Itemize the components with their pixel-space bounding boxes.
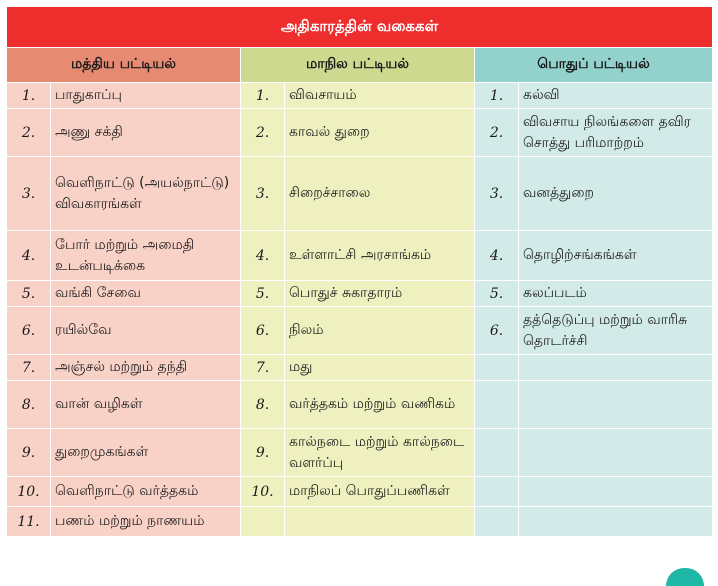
table-row [7,429,713,477]
table-row [7,307,713,355]
concurrent-item [519,507,713,537]
union-item: பணம் மற்றும் நாணயம் [51,507,241,537]
concurrent-item [519,477,713,507]
state-item-number: 7. [241,355,285,381]
table-title: அதிகாரத்தின் வகைகள் [7,7,713,48]
state-item [285,507,475,537]
union-item-number: 7. [7,355,51,381]
state-item: பொதுச் சுகாதாரம் [285,281,475,307]
union-item-number: 1. [7,83,51,109]
union-item-number: 10. [7,477,51,507]
state-item-number: 9. [241,429,285,477]
concurrent-item: கல்வி [519,83,713,109]
concurrent-item-number: 2. [475,109,519,157]
concurrent-item-number [475,507,519,537]
union-item-number: 6. [7,307,51,355]
concurrent-item [519,355,713,381]
concurrent-item-number: 5. [475,281,519,307]
union-item: வங்கி சேவை [51,281,241,307]
powers-table [6,6,713,537]
table-row [7,231,713,281]
union-item: பாதுகாப்பு [51,83,241,109]
state-item: காவல் துறை [285,109,475,157]
state-item-number: 5. [241,281,285,307]
union-item: அணு சக்தி [51,109,241,157]
union-item-number: 3. [7,157,51,231]
concurrent-item-number [475,381,519,429]
concurrent-item-number [475,429,519,477]
state-item: மாநிலப் பொதுப்பணிகள் [285,477,475,507]
union-item: அஞ்சல் மற்றும் தந்தி [51,355,241,381]
column-header-state-list: மாநில பட்டியல் [241,48,475,83]
union-item-number: 5. [7,281,51,307]
state-item-number: 1. [241,83,285,109]
state-item-number [241,507,285,537]
union-item: வெளிநாட்டு வர்த்தகம் [51,477,241,507]
concurrent-item: வனத்துறை [519,157,713,231]
state-item-number: 2. [241,109,285,157]
concurrent-item: தொழிற்சங்கங்கள் [519,231,713,281]
union-item-number: 2. [7,109,51,157]
state-item: வர்த்தகம் மற்றும் வணிகம் [285,381,475,429]
union-item-number: 9. [7,429,51,477]
table-row [7,83,713,109]
concurrent-item: கலப்படம் [519,281,713,307]
state-item: உள்ளாட்சி அரசாங்கம் [285,231,475,281]
concurrent-item-number: 3. [475,157,519,231]
union-item-number: 11. [7,507,51,537]
table-row [7,355,713,381]
state-item-number: 10. [241,477,285,507]
column-header-concurrent-list: பொதுப் பட்டியல் [475,48,713,83]
concurrent-item: தத்தெடுப்பு மற்றும் வாரிசு தொடர்ச்சி [519,307,713,355]
union-item: துறைமுகங்கள் [51,429,241,477]
column-header-union-list: மத்திய பட்டியல் [7,48,241,83]
table-row [7,109,713,157]
table-row [7,507,713,537]
table-row [7,281,713,307]
state-item: நிலம் [285,307,475,355]
state-item: மது [285,355,475,381]
state-item: கால்நடை மற்றும் கால்நடை வளர்ப்பு [285,429,475,477]
state-item-number: 8. [241,381,285,429]
state-item: சிறைச்சாலை [285,157,475,231]
state-item: விவசாயம் [285,83,475,109]
state-item-number: 6. [241,307,285,355]
concurrent-item-number: 6. [475,307,519,355]
concurrent-item-number [475,355,519,381]
table-row [7,157,713,231]
concurrent-item-number [475,477,519,507]
concurrent-item [519,381,713,429]
union-item: வான் வழிகள் [51,381,241,429]
concurrent-item [519,429,713,477]
concurrent-item-number: 1. [475,83,519,109]
union-item-number: 4. [7,231,51,281]
state-item-number: 3. [241,157,285,231]
concurrent-item-number: 4. [475,231,519,281]
union-item-number: 8. [7,381,51,429]
union-item: போர் மற்றும் அமைதி உடன்படிக்கை [51,231,241,281]
table-row [7,381,713,429]
state-item-number: 4. [241,231,285,281]
union-item: ரயில்வே [51,307,241,355]
corner-decoration [666,568,704,586]
table-row [7,477,713,507]
concurrent-item: விவசாய நிலங்களை தவிர சொத்து பரிமாற்றம் [519,109,713,157]
union-item: வெளிநாட்டு (அயல்நாட்டு) விவகாரங்கள் [51,157,241,231]
